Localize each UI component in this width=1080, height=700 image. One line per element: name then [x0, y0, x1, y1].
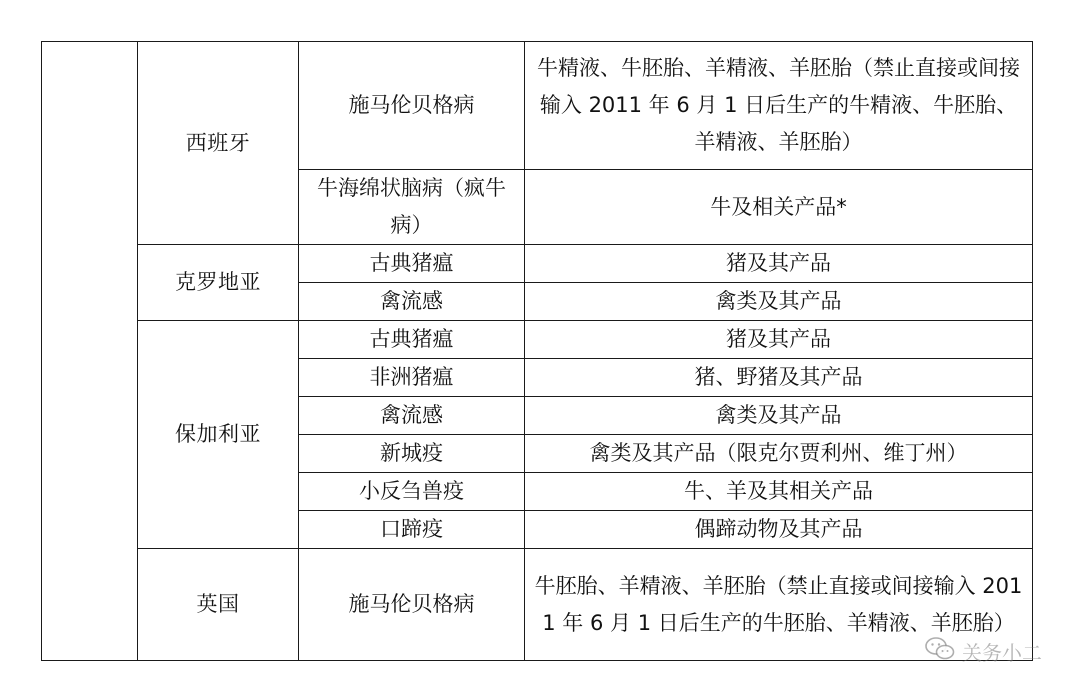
disease-cell: 施马伦贝格病 [299, 42, 525, 170]
country-cell: 保加利亚 [138, 321, 299, 549]
blank-index-column [42, 42, 138, 661]
wechat-icon [924, 636, 956, 667]
products-cell: 牛精液、牛胚胎、羊精液、羊胚胎（禁止直接或间接输入 2011 年 6 月 1 日后生产的牛精液、牛胚胎、羊精液、羊胚胎） [525, 42, 1033, 170]
table-row [42, 321, 1033, 359]
country-cell: 克罗地亚 [138, 245, 299, 321]
disease-cell: 非洲猪瘟 [299, 359, 525, 397]
disease-cell: 口蹄疫 [299, 511, 525, 549]
table-row [42, 549, 1033, 661]
products-cell: 禽类及其产品 [525, 283, 1033, 321]
products-cell: 禽类及其产品（限克尔贾利州、维丁州） [525, 435, 1033, 473]
products-cell: 猪及其产品 [525, 321, 1033, 359]
disease-cell: 古典猪瘟 [299, 245, 525, 283]
country-cell: 英国 [138, 549, 299, 661]
disease-cell: 禽流感 [299, 397, 525, 435]
watermark-text: 关务小二 [962, 641, 1042, 665]
quarantine-restriction-table [41, 41, 1033, 661]
disease-cell: 小反刍兽疫 [299, 473, 525, 511]
products-cell: 牛胚胎、羊精液、羊胚胎（禁止直接或间接输入 2011 年 6 月 1 日后生产的牛胚胎、羊精液、羊胚胎） [525, 549, 1033, 661]
products-cell: 猪、野猪及其产品 [525, 359, 1033, 397]
watermark [924, 636, 1042, 667]
table-row [42, 42, 1033, 170]
products-cell: 禽类及其产品 [525, 397, 1033, 435]
table-row [42, 245, 1033, 283]
disease-cell: 禽流感 [299, 283, 525, 321]
products-cell: 牛、羊及其相关产品 [525, 473, 1033, 511]
country-cell: 西班牙 [138, 42, 299, 245]
disease-cell: 古典猪瘟 [299, 321, 525, 359]
products-cell: 猪及其产品 [525, 245, 1033, 283]
products-cell: 牛及相关产品* [525, 170, 1033, 245]
products-cell: 偶蹄动物及其产品 [525, 511, 1033, 549]
disease-cell: 施马伦贝格病 [299, 549, 525, 661]
disease-cell: 牛海绵状脑病（疯牛病） [299, 170, 525, 245]
disease-cell: 新城疫 [299, 435, 525, 473]
